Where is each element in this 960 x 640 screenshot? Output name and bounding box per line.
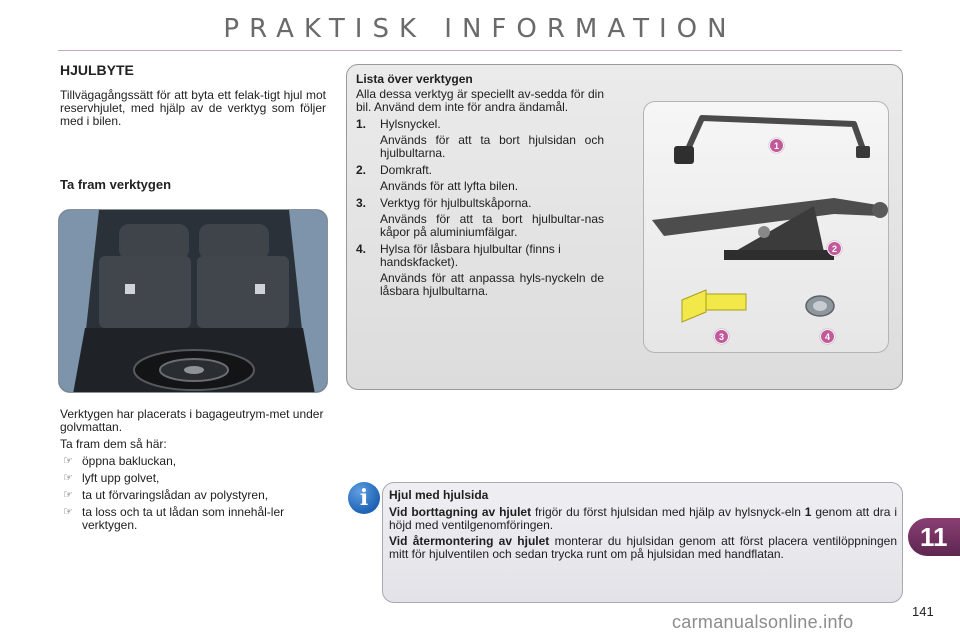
hand-pointer-icon: ☞ bbox=[63, 455, 73, 467]
tool-use: Används för att ta bort hjulbultar-nas kåpor på aluminiumfälgar. bbox=[380, 212, 604, 239]
tools-illustration bbox=[644, 102, 890, 354]
hand-pointer-icon: ☞ bbox=[63, 506, 73, 518]
page-number: 141 bbox=[912, 604, 934, 619]
info-text bbox=[389, 489, 897, 564]
storage-instructions bbox=[60, 408, 326, 536]
hand-pointer-icon: ☞ bbox=[63, 472, 73, 484]
trunk-illustration bbox=[59, 210, 328, 393]
page-header-title: PRAKTISK INFORMATION bbox=[223, 14, 737, 44]
tool-item: 3. Verktyg för hjulbultskåporna. bbox=[356, 196, 532, 210]
tools-heading: Lista över verktygen bbox=[356, 72, 473, 86]
callout-badge-2: 2 bbox=[827, 241, 842, 256]
callout-badge-1: 1 bbox=[769, 138, 784, 153]
tool-item: 4. Hylsa för låsbara hjulbultar (finns i handskfacket). bbox=[356, 242, 561, 269]
section-title: HJULBYTE bbox=[60, 62, 134, 78]
tools-description: Alla dessa verktyg är speciellt av-sedda för din bil. Använd dem inte för andra ändamål. bbox=[356, 87, 604, 114]
list-item: ☞ öppna bakluckan, bbox=[60, 455, 326, 468]
watermark: carmanualsonline.info bbox=[672, 612, 854, 632]
tool-use: Används för att anpassa hyls-nyckeln de låsbara hjulbultarna. bbox=[380, 271, 604, 298]
subsection-title: Ta fram verktygen bbox=[60, 177, 172, 192]
callout-badge-3: 3 bbox=[714, 329, 729, 344]
trunk-photo bbox=[58, 209, 328, 393]
callout-badge-4: 4 bbox=[820, 329, 835, 344]
list-item: ☞ ta loss och ta ut lådan som innehål-ler verktygen. bbox=[60, 506, 326, 532]
info-paragraph-removal: Vid borttagning av hjulet frigör du först hjulsidan med hjälp av hylsnyck-eln 1 genom att dra i höjd med ventilgenomföringen. bbox=[389, 505, 897, 532]
storage-text: Verktygen har placerats i bagageutrym-met under golvmattan. bbox=[60, 407, 324, 434]
hand-pointer-icon: ☞ bbox=[63, 489, 73, 501]
section-intro: Tillvägagångssätt för att byta ett felak-tigt hjul mot reservhjulet, med hjälp av de verktyg som följer med i bilen. bbox=[60, 88, 326, 128]
tool-use: Används för att lyfta bilen. bbox=[380, 179, 519, 193]
list-item: ☞ lyft upp golvet, bbox=[60, 472, 326, 485]
tool-use: Används för att ta bort hjulsidan och hjulbultarna. bbox=[380, 133, 604, 160]
list-item: ☞ ta ut förvaringslådan av polystyren, bbox=[60, 489, 326, 502]
info-paragraph-refit: Vid återmontering av hjulet monterar du hjulsidan genom att först placera ventilöppningen mitt för hjulventilen och sedan trycka runt om på hjulsidan med handflatan. bbox=[389, 534, 897, 561]
chapter-tab: 11 bbox=[908, 518, 960, 556]
tool-item: 1. Hylsnyckel. bbox=[356, 117, 441, 131]
header-divider bbox=[58, 50, 902, 51]
storage-steps bbox=[60, 455, 326, 532]
tools-image bbox=[643, 101, 889, 353]
info-icon: i bbox=[348, 482, 380, 514]
info-heading: Hjul med hjulsida bbox=[389, 488, 489, 502]
tool-item: 2. Domkraft. bbox=[356, 163, 433, 177]
storage-lead: Ta fram dem så här: bbox=[60, 437, 167, 451]
tools-list bbox=[356, 73, 604, 298]
